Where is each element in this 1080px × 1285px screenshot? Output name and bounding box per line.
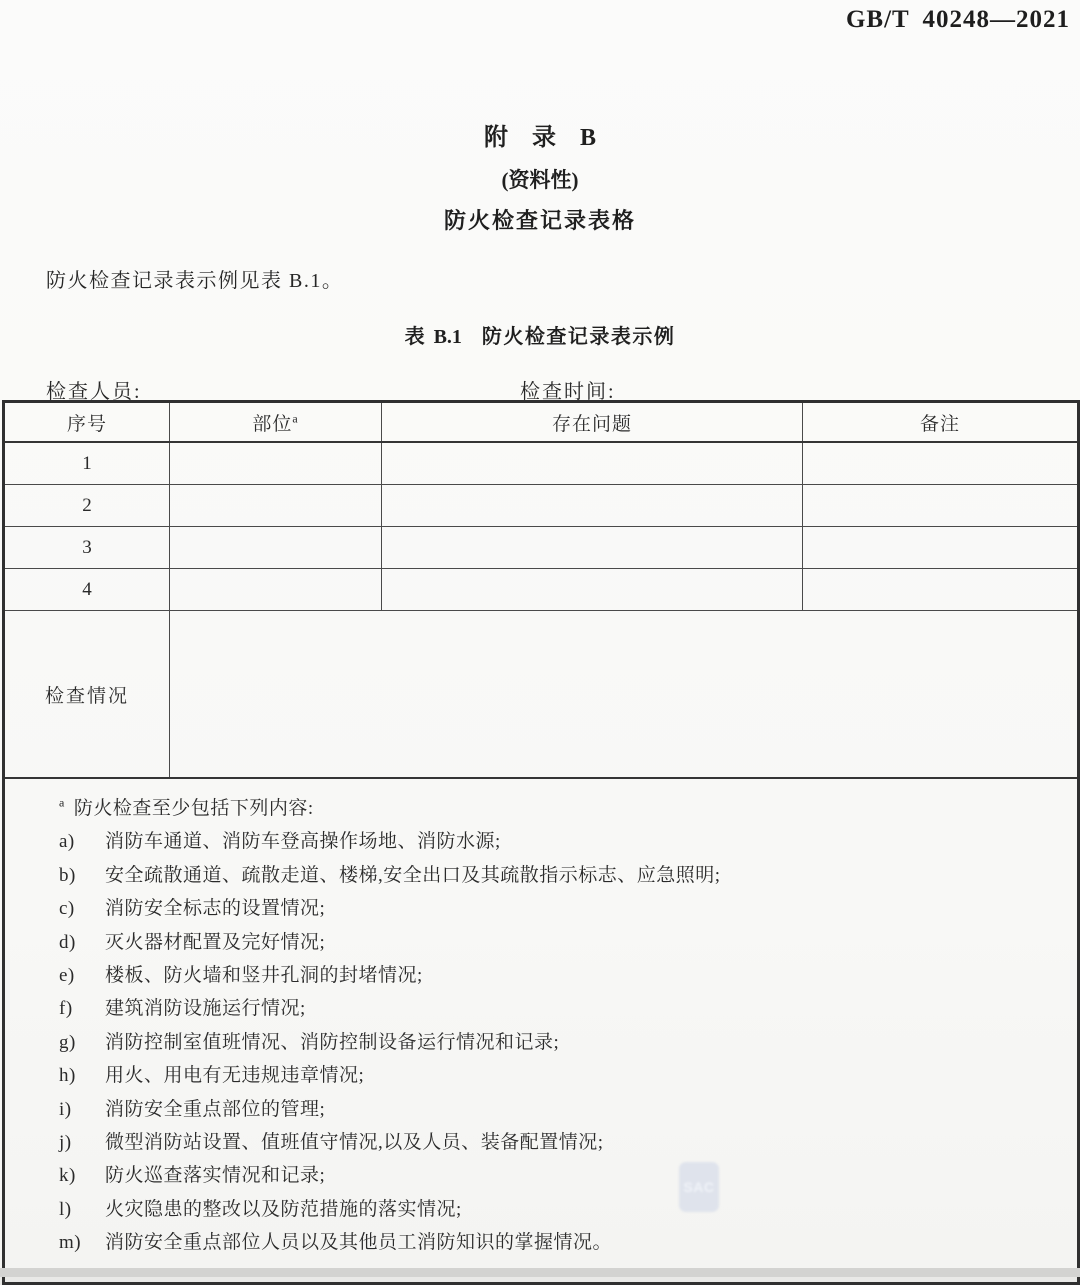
time-label: 检查时间:	[520, 381, 616, 403]
cell-remark	[803, 569, 1079, 611]
cell-location	[170, 485, 382, 527]
form-labels-row	[0, 375, 1080, 403]
col-header-problems: 存在问题	[382, 402, 803, 443]
footnote-item-g: g) 消防控制室值班情况、消防控制设备运行情况和记录;	[59, 1031, 560, 1053]
cell-problem	[382, 442, 803, 485]
table-row-1	[4, 442, 1079, 485]
page-bottom-edge	[0, 1268, 1080, 1277]
footnote-item-k: k) 防火巡查落实情况和记录;	[59, 1165, 326, 1187]
row-number: 2	[4, 485, 170, 527]
situation-row	[4, 611, 1079, 779]
footnote-item-a: a) 消防车通道、消防车登高操作场地、消防水源;	[59, 831, 501, 853]
footnote-item-i: i) 消防安全重点部位的管理;	[59, 1098, 326, 1120]
cell-remark	[803, 442, 1079, 485]
appendix-subtitle: (资料性)	[501, 168, 579, 192]
situation-label: 检查情况	[4, 611, 170, 779]
cell-location	[170, 527, 382, 569]
footnote-ref: a	[292, 411, 299, 426]
footnote-item-j: j) 微型消防站设置、值班值守情况,以及人员、装备配置情况;	[59, 1132, 604, 1154]
table-caption	[0, 320, 1080, 349]
intro-paragraph: 防火检查记录表示例见表 B.1。	[46, 270, 344, 292]
footnote-item-e: e) 楼板、防火墙和竖井孔洞的封堵情况;	[59, 965, 423, 987]
cell-location	[170, 442, 382, 485]
col-header-seq: 序号	[4, 402, 170, 443]
table-row-4	[4, 569, 1079, 611]
cell-problem	[382, 527, 803, 569]
table-caption-title: 防火检查记录表示例	[481, 326, 676, 348]
table-caption-label: 表 B.1	[404, 326, 462, 348]
footnote-cell	[4, 778, 1079, 1284]
footnote-intro	[59, 792, 1059, 825]
footnote-row	[4, 778, 1079, 1284]
footnote-item-b: b) 安全疏散通道、疏散走道、楼梯,安全出口及其疏散指示标志、应急照明;	[59, 864, 721, 886]
row-number: 3	[4, 527, 170, 569]
footnote-marker: a	[59, 795, 65, 810]
appendix-heading: 防火检查记录表格	[443, 208, 636, 233]
inspector-label: 检查人员:	[46, 381, 142, 403]
table-header-row	[4, 402, 1079, 443]
cell-problem	[382, 569, 803, 611]
table-row-2	[4, 485, 1079, 527]
appendix-title: 附 录 B	[483, 125, 596, 151]
footnote-item-c: c) 消防安全标志的设置情况;	[59, 898, 326, 920]
row-number: 1	[4, 442, 170, 485]
inspection-table	[2, 400, 1080, 1285]
col-header-remarks: 备注	[803, 402, 1079, 443]
footnote-item-l: l) 火灾隐患的整改以及防范措施的落实情况;	[59, 1198, 462, 1220]
col-header-location-label: 部位	[252, 413, 293, 435]
sac-watermark-text: SAC	[683, 1179, 715, 1195]
title-block	[0, 0, 1080, 235]
row-number: 4	[4, 569, 170, 611]
sac-watermark	[679, 1162, 719, 1212]
footnote-intro-text: 防火检查至少包括下列内容:	[73, 798, 314, 819]
cell-remark	[803, 527, 1079, 569]
cell-problem	[382, 485, 803, 527]
cell-location	[170, 569, 382, 611]
col-header-location	[170, 402, 382, 443]
footnote-item-m: m) 消防安全重点部位人员以及其他员工消防知识的掌握情况。	[59, 1232, 613, 1254]
footnote-item-h: h) 用火、用电有无违规违章情况;	[59, 1065, 365, 1087]
doc-number: GB/T 40248—2021	[845, 6, 1070, 33]
cell-remark	[803, 485, 1079, 527]
footnote-item-f: f) 建筑消防设施运行情况;	[59, 998, 306, 1020]
table-row-3	[4, 527, 1079, 569]
footnote-item-d: d) 灭火器材配置及完好情况;	[59, 931, 326, 953]
situation-cell	[170, 611, 1079, 779]
